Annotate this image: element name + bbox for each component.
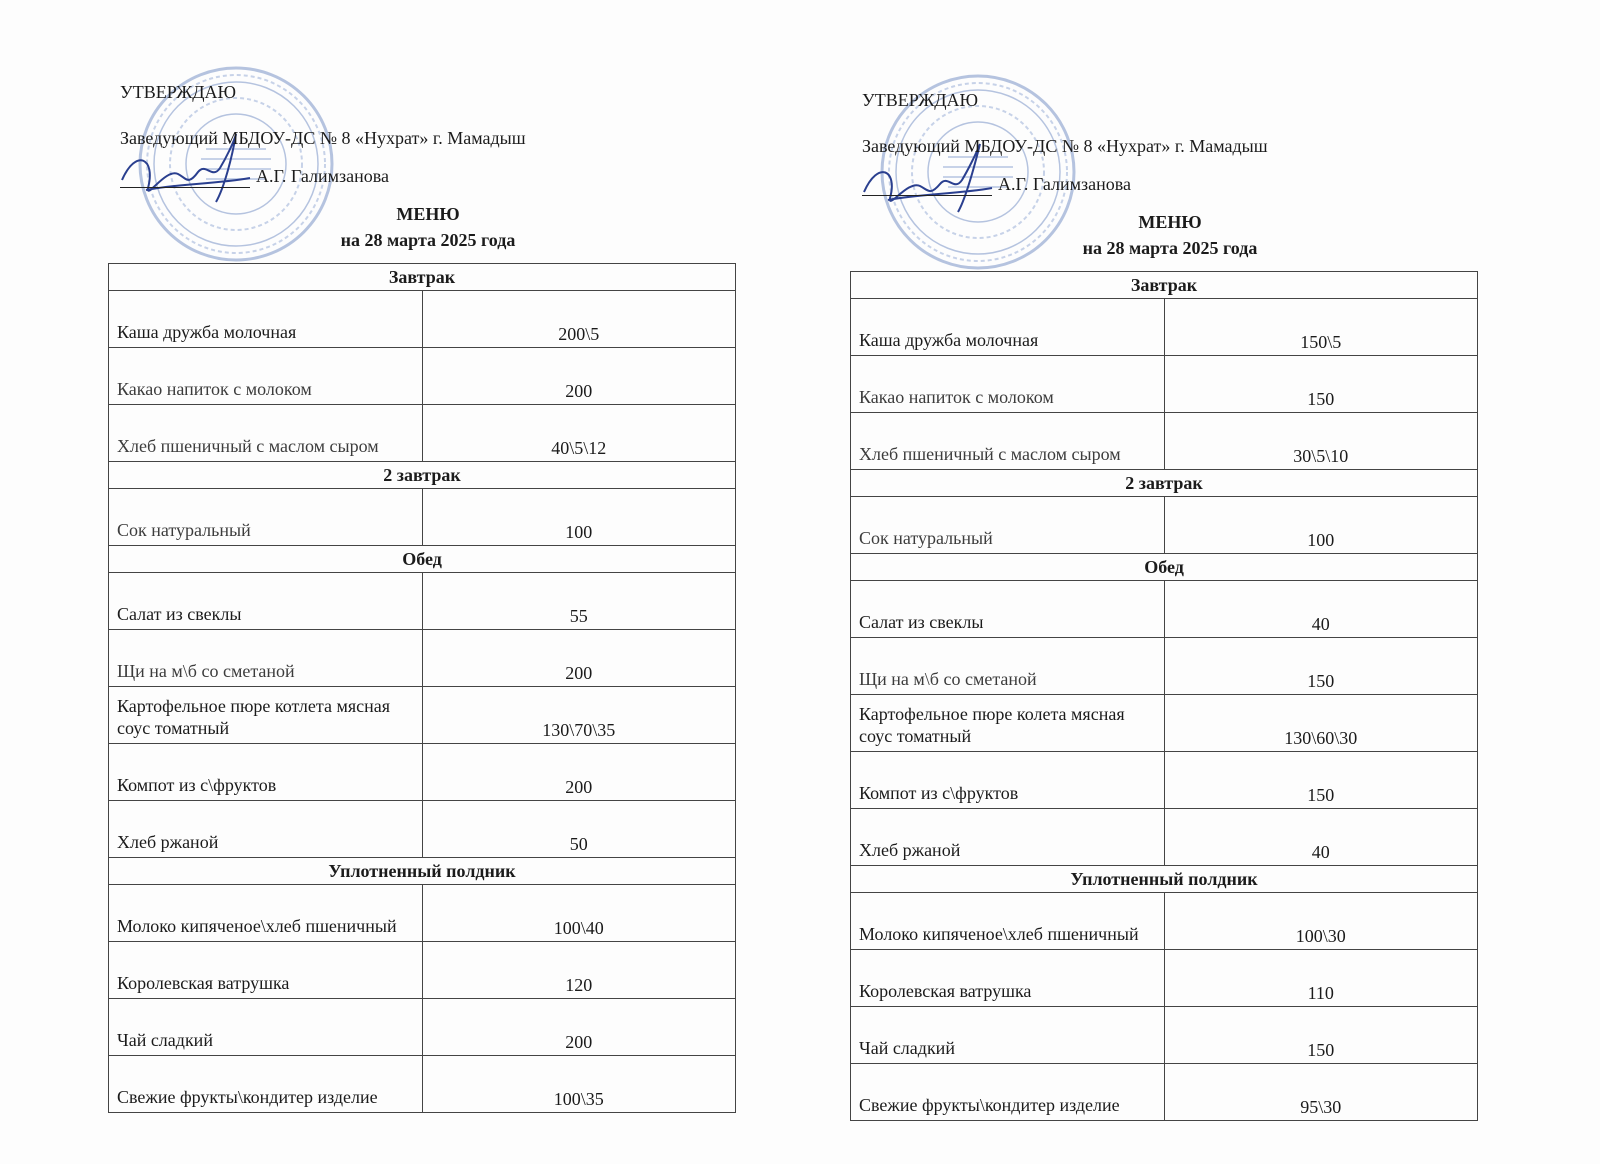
signatory-name: А.Г. Галимзанова <box>998 174 1131 194</box>
table-row <box>851 950 1478 1007</box>
approval-header <box>850 86 1490 271</box>
table-row <box>851 638 1478 695</box>
dish-portion: 150\5 <box>1164 299 1478 356</box>
section-row <box>109 264 736 291</box>
section-name: Уплотненный полдник <box>851 866 1478 893</box>
dish-portion: 150 <box>1164 1007 1478 1064</box>
dish-name: Молоко кипяченое\хлеб пшеничный <box>109 885 423 942</box>
approval-label: УТВЕРЖДАЮ <box>120 82 237 102</box>
dish-portion: 200 <box>422 630 736 687</box>
head-position: Заведующий МБДОУ-ДС № 8 «Нухрат» г. Мамадыш <box>120 128 526 148</box>
dish-name: Картофельное пюре колета мясная соус томатный <box>851 695 1165 752</box>
menu-panel-right <box>850 86 1490 1121</box>
dish-name: Щи на м\б со сметаной <box>851 638 1165 695</box>
signature-line <box>862 173 992 196</box>
dish-name: Королевская ватрушка <box>851 950 1165 1007</box>
dish-name: Королевская ватрушка <box>109 942 423 999</box>
section-row <box>851 554 1478 581</box>
section-row <box>109 462 736 489</box>
dish-name: Свежие фрукты\кондитер изделие <box>851 1064 1165 1121</box>
dish-portion: 100\35 <box>422 1056 736 1113</box>
table-row <box>851 413 1478 470</box>
section-name: Обед <box>109 546 736 573</box>
table-row <box>851 752 1478 809</box>
table-row <box>109 885 736 942</box>
table-row <box>851 299 1478 356</box>
table-row <box>851 356 1478 413</box>
dish-name: Молоко кипяченое\хлеб пшеничный <box>851 893 1165 950</box>
dish-name: Каша дружба молочная <box>109 291 423 348</box>
dish-name: Салат из свеклы <box>109 573 423 630</box>
dish-portion: 100 <box>422 489 736 546</box>
dish-name: Какао напиток с молоком <box>109 348 423 405</box>
table-row <box>851 893 1478 950</box>
signatory-name: А.Г. Галимзанова <box>256 166 389 186</box>
dish-portion: 150 <box>1164 638 1478 695</box>
table-row <box>851 695 1478 752</box>
table-row <box>851 497 1478 554</box>
dish-portion: 40 <box>1164 809 1478 866</box>
menu-title: МЕНЮ <box>396 204 460 224</box>
dish-name: Чай сладкий <box>109 999 423 1056</box>
table-row <box>109 291 736 348</box>
table-row <box>851 809 1478 866</box>
dish-name: Чай сладкий <box>851 1007 1165 1064</box>
dish-portion: 55 <box>422 573 736 630</box>
dish-portion: 30\5\10 <box>1164 413 1478 470</box>
section-row <box>109 546 736 573</box>
dish-name: Салат из свеклы <box>851 581 1165 638</box>
table-row <box>109 942 736 999</box>
table-row <box>109 999 736 1056</box>
dish-portion: 130\70\35 <box>422 687 736 744</box>
dish-portion: 100\40 <box>422 885 736 942</box>
section-name: Завтрак <box>851 272 1478 299</box>
signature-line <box>120 165 250 188</box>
dish-name: Хлеб ржаной <box>109 801 423 858</box>
dish-name: Хлеб пшеничный с маслом сыром <box>851 413 1165 470</box>
table-row <box>851 581 1478 638</box>
dish-portion: 100\30 <box>1164 893 1478 950</box>
dish-portion: 40 <box>1164 581 1478 638</box>
dish-name: Сок натуральный <box>109 489 423 546</box>
dish-portion: 200 <box>422 348 736 405</box>
dish-name: Компот из с\фруктов <box>109 744 423 801</box>
dish-name: Компот из с\фруктов <box>851 752 1165 809</box>
menu-title: МЕНЮ <box>1138 212 1202 232</box>
dish-name: Картофельное пюре котлета мясная соус томатный <box>109 687 423 744</box>
dish-portion: 130\60\30 <box>1164 695 1478 752</box>
dish-portion: 150 <box>1164 356 1478 413</box>
dish-name: Свежие фрукты\кондитер изделие <box>109 1056 423 1113</box>
dish-name: Хлеб ржаной <box>851 809 1165 866</box>
dish-portion: 50 <box>422 801 736 858</box>
approval-label: УТВЕРЖДАЮ <box>862 90 979 110</box>
dish-portion: 100 <box>1164 497 1478 554</box>
section-name: Завтрак <box>109 264 736 291</box>
table-row <box>109 348 736 405</box>
approval-header <box>108 78 748 263</box>
dish-portion: 110 <box>1164 950 1478 1007</box>
section-name: 2 завтрак <box>851 470 1478 497</box>
section-row <box>851 866 1478 893</box>
table-row <box>851 1064 1478 1121</box>
section-name: 2 завтрак <box>109 462 736 489</box>
section-name: Обед <box>851 554 1478 581</box>
section-row <box>851 272 1478 299</box>
table-row <box>109 801 736 858</box>
menu-panel-left <box>108 78 748 1113</box>
table-row <box>109 744 736 801</box>
table-row <box>109 630 736 687</box>
table-row <box>109 573 736 630</box>
dish-name: Хлеб пшеничный с маслом сыром <box>109 405 423 462</box>
dish-portion: 95\30 <box>1164 1064 1478 1121</box>
table-row <box>109 489 736 546</box>
section-name: Уплотненный полдник <box>109 858 736 885</box>
dish-portion: 200 <box>422 744 736 801</box>
menu-date: на 28 марта 2025 года <box>1082 238 1258 258</box>
dish-portion: 120 <box>422 942 736 999</box>
table-row <box>109 1056 736 1113</box>
menu-table <box>108 263 736 1113</box>
menu-date: на 28 марта 2025 года <box>340 230 516 250</box>
table-row <box>109 687 736 744</box>
dish-name: Каша дружба молочная <box>851 299 1165 356</box>
dish-portion: 200 <box>422 999 736 1056</box>
table-row <box>851 1007 1478 1064</box>
head-position: Заведующий МБДОУ-ДС № 8 «Нухрат» г. Мамадыш <box>862 136 1268 156</box>
dish-name: Щи на м\б со сметаной <box>109 630 423 687</box>
dish-portion: 40\5\12 <box>422 405 736 462</box>
dish-name: Какао напиток с молоком <box>851 356 1165 413</box>
dish-name: Сок натуральный <box>851 497 1165 554</box>
table-row <box>109 405 736 462</box>
dish-portion: 150 <box>1164 752 1478 809</box>
section-row <box>109 858 736 885</box>
section-row <box>851 470 1478 497</box>
menu-table <box>850 271 1478 1121</box>
dish-portion: 200\5 <box>422 291 736 348</box>
